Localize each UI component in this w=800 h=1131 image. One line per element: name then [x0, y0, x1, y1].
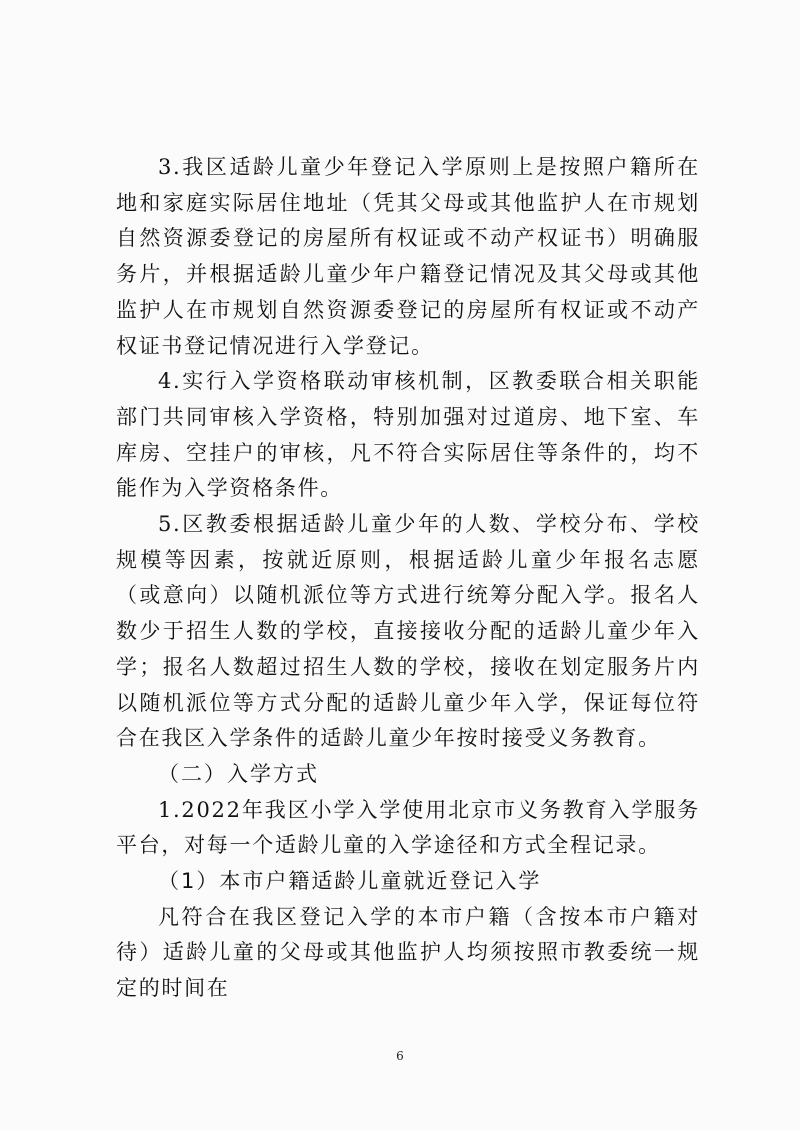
section-heading-enrollment-method: （二）入学方式	[158, 761, 319, 786]
paragraph-4: 4.实行入学资格联动审核机制，区教委联合相关职能部门共同审核入学资格，特别加强对过道房、地下室、车库房、空挂户的审核，凡不符合实际居住等条件的，均不能作为入学资格条件。	[116, 369, 700, 501]
page-number: 6	[396, 1049, 404, 1063]
paragraph-local-household-body: 凡符合在我区登记入学的本市户籍（含按本市户籍对待）适龄儿童的父母或其他监护人均须按照市教委统一规定的时间在	[116, 904, 700, 1001]
paragraph-5: 5.区教委根据适龄儿童少年的人数、学校分布、学校规模等因素，按就近原则，根据适龄儿童少年报名志愿（或意向）以随机派位等方式进行统筹分配入学。报名人数少于招生人数的学校，直接接收分配的适龄儿童少年入学；报名人数超过招生人数的学校，接收在划定服务片内以随机派位等方式分配的适龄儿童少年入学，保证每位符合在我区入学条件的适龄儿童少年按时接受义务教育。	[116, 512, 700, 751]
paragraph-3: 3.我区适龄儿童少年登记入学原则上是按照户籍所在地和家庭实际居住地址（凭其父母或其他监护人在市规划自然资源委登记的房屋所有权证或不动产权证书）明确服务片，并根据适龄儿童少年户籍登记情况及其父母或其他监护人在市规划自然资源委登记的房屋所有权证或不动产权证书登记情况进行入学登记。	[116, 155, 700, 358]
paragraph-enrollment-1: 1.2022年我区小学入学使用北京市义务教育入学服务平台，对每一个适龄儿童的入学途径和方式全程记录。	[116, 797, 700, 858]
subheading-local-household: （1）本市户籍适龄儿童就近登记入学	[158, 869, 542, 894]
document-body	[116, 150, 700, 1007]
